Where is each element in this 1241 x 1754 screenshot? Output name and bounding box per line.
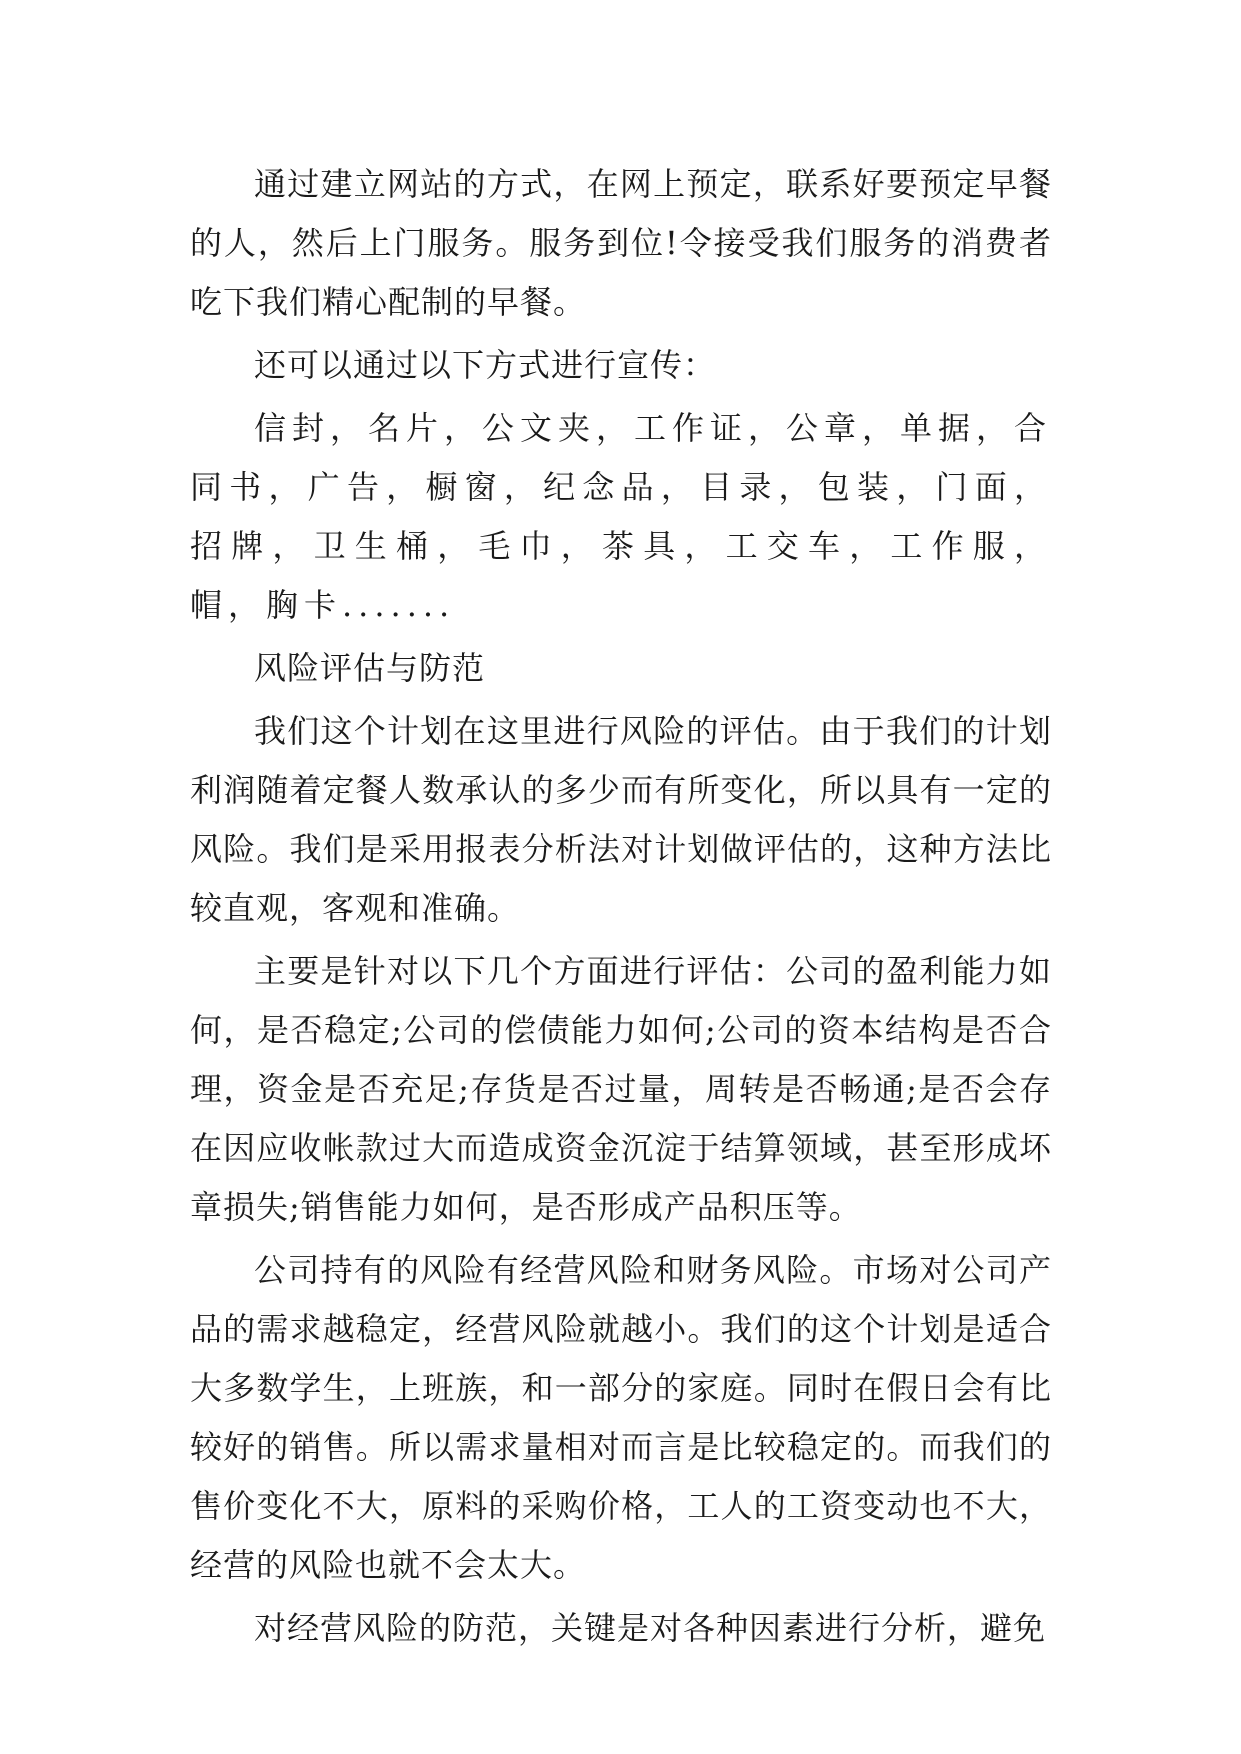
body-text [190,155,1052,1658]
paragraph-promotion-intro: 还可以通过以下方式进行宣传： [254,346,717,384]
paragraph-risk-prevention: 对经营风险的防范，关键是对各种因素进行分析，避免 [254,1609,1047,1647]
section-heading-risk: 风险评估与防范 [254,649,486,687]
paragraph-business-risk: 公司持有的风险有经营风险和财务风险。市场对公司产品的需求越稳定，经营风险就越小。我们的这个计划是适合大多数学生，上班族，和一部分的家庭。同时在假日会有比较好的销售。所以需求量相对而言是比较稳定的。而我们的售价变化不大，原料的采购价格，工人的工资变动也不大，经营的风险也就不会太大。 [190,1251,1052,1584]
paragraph-online-ordering: 通过建立网站的方式，在网上预定，联系好要预定早餐的人，然后上门服务。服务到位!令接受我们服务的消费者吃下我们精心配制的早餐。 [190,165,1052,321]
paragraph-assessment-aspects: 主要是针对以下几个方面进行评估：公司的盈利能力如何，是否稳定;公司的偿债能力如何;公司的资本结构是否合理，资金是否充足;存货是否过量，周转是否畅通;是否会存在因应收帐款过大而造成资金沉淀于结算领域，甚至形成坏章损失;销售能力如何，是否形成产品积压等。 [190,952,1052,1226]
paragraph-risk-assessment: 我们这个计划在这里进行风险的评估。由于我们的计划利润随着定餐人数承认的多少而有所变化，所以具有一定的风险。我们是采用报表分析法对计划做评估的，这种方法比较直观，客观和准确。 [190,712,1052,927]
paragraph-promotion-list: 信封，名片，公文夹，工作证，公章，单据，合同书，广告，橱窗，纪念品，目录，包装，门面，招牌，卫生桶，毛巾，茶具，工交车，工作服，帽，胸卡....... [190,409,1053,624]
